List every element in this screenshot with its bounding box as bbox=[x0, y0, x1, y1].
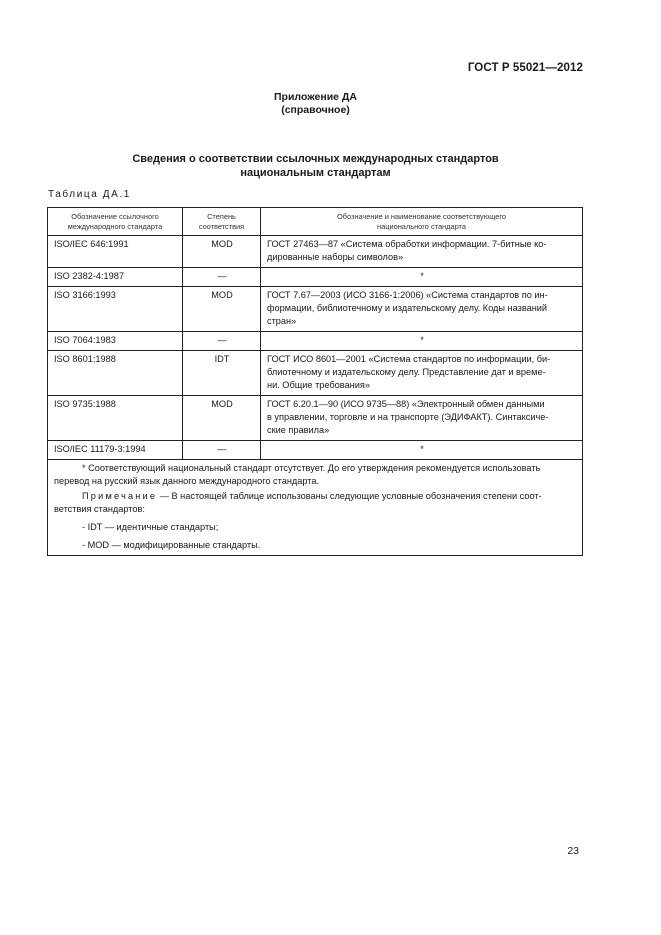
cell-reference: ISO 3166:1993 bbox=[48, 287, 183, 332]
note-item-mod: - MOD — модифицированные стандарты. bbox=[82, 540, 261, 550]
note-text: Примечание — В настоящей таблице использованы следующие условные обозначения степени соот- ветствия стандартов: bbox=[54, 491, 542, 514]
cell-degree: MOD bbox=[183, 287, 261, 332]
cell-degree: — bbox=[183, 441, 261, 460]
cell-degree: IDT bbox=[183, 351, 261, 396]
cell-national: ГОСТ 27463—87 «Система обработки информации. 7-битные ко- дированные наборы символов» bbox=[261, 236, 583, 268]
table-footnote-row bbox=[48, 460, 583, 556]
note-item-idt: - IDT — идентичные стандарты; bbox=[82, 522, 219, 532]
cell-reference: ISO 7064:1983 bbox=[48, 332, 183, 351]
note-label: Примечание bbox=[82, 491, 158, 501]
correspondence-table bbox=[47, 207, 583, 556]
section-heading bbox=[0, 152, 631, 180]
table-header-row bbox=[48, 208, 583, 236]
heading-line-1: Сведения о соответствии ссылочных международных стандартов bbox=[132, 153, 499, 165]
cell-reference: ISO 8601:1988 bbox=[48, 351, 183, 396]
heading-line-2: национальным стандартам bbox=[240, 167, 391, 179]
footnote-text: * Соответствующий национальный стандарт отсутствует. До его утверждения рекомендуется использовать перевод на русский язык данного международного стандарта. bbox=[54, 463, 541, 486]
table-row bbox=[48, 268, 583, 287]
annex-name: Приложение ДА bbox=[274, 91, 357, 103]
cell-national: * bbox=[261, 268, 583, 287]
cell-degree: MOD bbox=[183, 236, 261, 268]
column-header-national: Обозначение и наименование соответствующего национального стандарта bbox=[261, 208, 583, 236]
table-label: Таблица ДА.1 bbox=[48, 189, 131, 200]
cell-reference: ISO/IEC 11179-3:1994 bbox=[48, 441, 183, 460]
table-row bbox=[48, 332, 583, 351]
cell-national: ГОСТ 7.67—2003 (ИСО 3166-1:2006) «Система стандартов по ин- формации, библиотечному и издательскому делу. Коды названий стран» bbox=[261, 287, 583, 332]
table-row bbox=[48, 287, 583, 332]
table-row bbox=[48, 236, 583, 268]
cell-national: ГОСТ 6.20.1—90 (ИСО 9735—88) «Электронный обмен данными в управлении, торговле и на транспорте (ЭДИФАКТ). Синтаксиче- ские правила» bbox=[261, 396, 583, 441]
cell-degree: MOD bbox=[183, 396, 261, 441]
page-number: 23 bbox=[567, 845, 579, 857]
cell-reference: ISO/IEC 646:1991 bbox=[48, 236, 183, 268]
cell-national: * bbox=[261, 332, 583, 351]
column-header-degree: Степень соответствия bbox=[183, 208, 261, 236]
standard-code: ГОСТ Р 55021—2012 bbox=[467, 62, 583, 74]
cell-national: * bbox=[261, 441, 583, 460]
annex-title bbox=[0, 91, 631, 117]
cell-national: ГОСТ ИСО 8601—2001 «Система стандартов по информации, би- блиотечному и издательскому делу. Представление дат и време- ни. Общие требования» bbox=[261, 351, 583, 396]
cell-degree: — bbox=[183, 332, 261, 351]
cell-reference: ISO 9735:1988 bbox=[48, 396, 183, 441]
table-footnote bbox=[48, 460, 583, 556]
table-row bbox=[48, 351, 583, 396]
table-row bbox=[48, 441, 583, 460]
cell-degree: — bbox=[183, 268, 261, 287]
column-header-reference: Обозначение ссылочного международного стандарта bbox=[48, 208, 183, 236]
annex-type: (справочное) bbox=[281, 104, 350, 116]
cell-reference: ISO 2382-4:1987 bbox=[48, 268, 183, 287]
table-row bbox=[48, 396, 583, 441]
